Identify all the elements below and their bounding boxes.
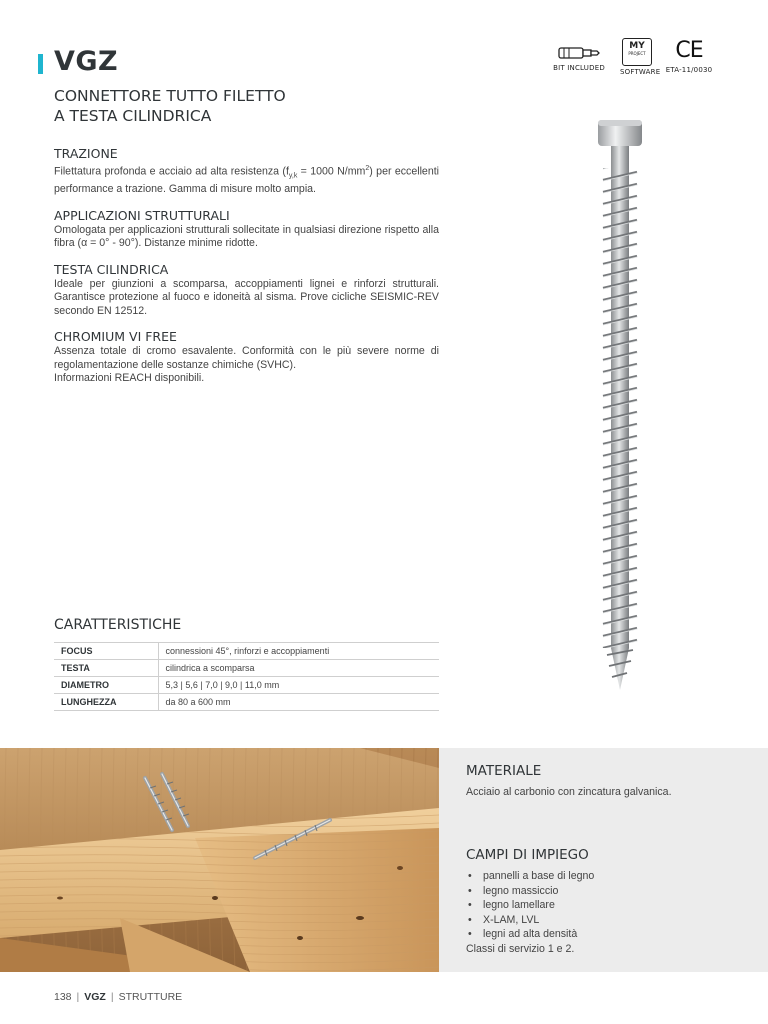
footer-section: STRUTTURE (118, 991, 183, 1003)
material-panel (439, 748, 768, 972)
materiale-text: Acciaio al carbonio con zincatura galvanica. (466, 786, 672, 798)
my-project-top: MY (629, 41, 645, 51)
screw-image (585, 110, 655, 695)
subtitle-line-2: A TESTA CILINDRICA (54, 107, 212, 125)
feature-title: TRAZIONE (54, 146, 118, 161)
features-list (54, 146, 439, 397)
materiale-title: MATERIALE (466, 763, 542, 779)
feature-title: CHROMIUM VI FREE (54, 329, 177, 345)
list-item: • pannelli a base di legno (466, 869, 594, 884)
certification-badges (548, 38, 718, 78)
timber-connection-illustration (0, 748, 439, 972)
bit-included-badge (548, 38, 610, 72)
feature-title: TESTA CILINDRICA (54, 261, 169, 277)
feature-chromium (54, 329, 439, 386)
row-value: cilindrica a scomparsa (158, 660, 439, 677)
row-value: da 80 a 600 mm (158, 694, 439, 711)
list-item: • legno massiccio (466, 884, 594, 899)
feature-text: Assenza totale di cromo esavalente. Conformità con le più severe norme di regolamentazione delle sostanze chimiche (SVHC). Informazioni REACH disponibili. (54, 345, 439, 385)
row-key: LUNGHEZZA (54, 694, 158, 711)
page-footer: 138 | VGZ | STRUTTURE (54, 991, 183, 1003)
row-key: DIAMETRO (54, 677, 158, 694)
caratteristiche-title: CARATTERISTICHE (54, 617, 182, 633)
my-project-logo (622, 38, 652, 66)
row-value: 5,3 | 5,6 | 7,0 | 9,0 | 11,0 mm (158, 677, 439, 694)
my-project-label: SOFTWARE (620, 68, 661, 76)
caratteristiche-table (54, 642, 439, 711)
feature-trazione (54, 146, 439, 197)
list-item: • legno lamellare (466, 898, 594, 913)
eta-label: ETA-11/0030 (665, 66, 713, 74)
row-key: TESTA (54, 660, 158, 677)
feature-text: Omologata per applicazioni strutturali sollecitate in qualsiasi direzione rispetto alla fibra (α = 0° - 90°). Distanze minime ridotte. (54, 223, 439, 250)
feature-title: APPLICAZIONI STRUTTURALI (54, 207, 230, 223)
ce-mark-icon: CE (675, 38, 703, 63)
feature-text: Filettatura profonda e acciaio ad alta resistenza ($f_{y,k} = 1000$ $N/mm^2$) per eccellenti performance a trazione. Gamma di misure molto ampia. (54, 165, 440, 196)
table-row (54, 677, 439, 694)
campi-note: Classi di servizio 1 e 2. (466, 943, 575, 955)
footer-product: VGZ (84, 991, 106, 1003)
ce-badge (664, 38, 714, 74)
screw-illustration (585, 110, 655, 695)
feature-text: Ideale per giunzioni a scomparsa, accoppiamenti lignei e rinforzi strutturali. Garantisce protezione al fuoco e idoneità al sisma. Prove cicliche SEISMIC-REV secondo EN 12512. (54, 277, 439, 317)
list-item: • X-LAM, LVL (466, 913, 594, 928)
feature-testa (54, 262, 439, 319)
feature-applicazioni (54, 208, 439, 251)
table-row (54, 694, 439, 711)
campi-list (466, 869, 594, 942)
title-accent-bar (38, 54, 43, 74)
my-project-mid: PROJECT (628, 51, 646, 56)
bit-icon (557, 42, 601, 62)
table-row (54, 660, 439, 677)
subtitle-line-1: CONNETTORE TUTTO FILETTO (54, 87, 286, 105)
table-row (54, 643, 439, 660)
campi-title: CAMPI DI IMPIEGO (466, 847, 589, 863)
list-item: • legni ad alta densità (466, 927, 594, 942)
row-value: connessioni 45°, rinforzi e accoppiamenti (158, 643, 439, 660)
application-photo (0, 748, 439, 972)
bit-included-label: BIT INCLUDED (553, 64, 605, 72)
page-number: 138 (54, 991, 72, 1003)
row-key: FOCUS (54, 643, 158, 660)
page-subtitle (54, 86, 384, 126)
my-project-badge (620, 38, 661, 76)
page-title: VGZ (54, 46, 119, 77)
